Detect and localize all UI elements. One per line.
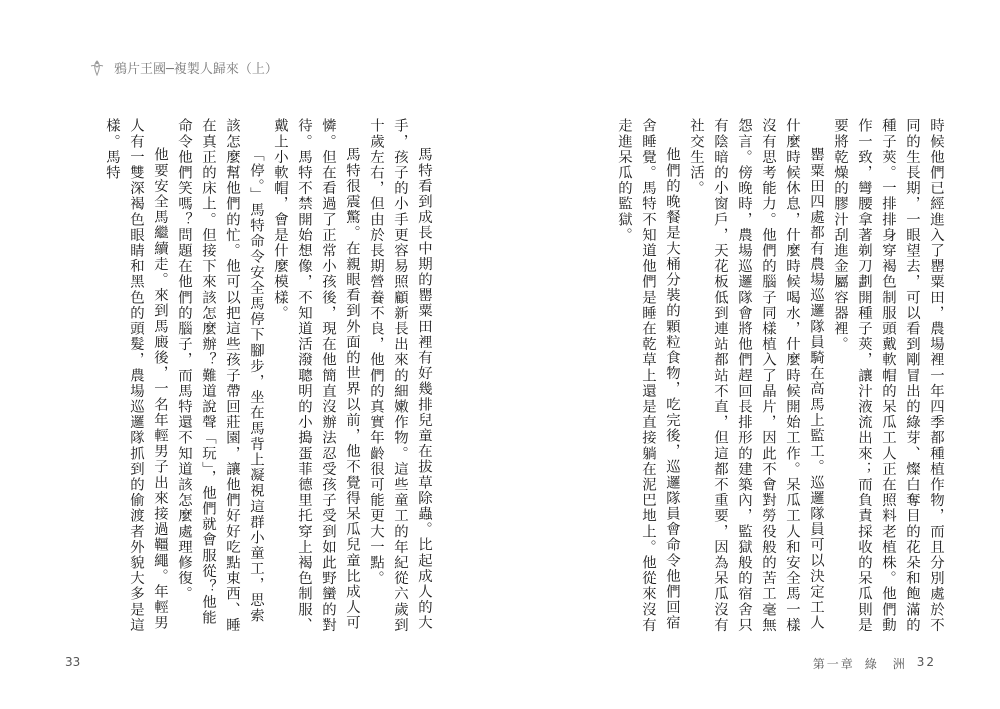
chapter-label: 第一章: [812, 657, 855, 671]
book-title: 鴉片王國─複製人歸來（上）: [114, 62, 278, 77]
paragraph: 「停。」馬特命令安全馬停下腳步，坐在馬背上凝視這群小童工，思索該怎麼幫他們的忙。他可以把這些孩子帶回莊園，讓他們好好吃點東西、睡在真正的床上。但接下來該怎麼辦？難道說聲「玩」，他們就會服從？他能命令他們笑嗎？問題在他們的腦子，而馬特還不知道該怎麼處理修復。: [176, 118, 264, 633]
running-head: [88, 58, 278, 77]
paragraph: 馬特看到成長中期的罌粟田裡有好幾排兒童在拔草除蟲。比起成人的大手，孩子的小手更容易照顧新長出來的細嫩作物。這些童工的年紀從六歲到十歲左右，但由於長期營養不良，他們的真實年齡很可能更大一點。: [368, 118, 432, 633]
paragraph: 他要安全馬繼續走。來到馬廄後，一名年輕男子出來接過韁繩。年輕男人有一雙深褐色眼睛和黑色的頭髮，農場巡邏隊抓到的偷渡者外貌大多是這樣。馬特: [104, 118, 168, 633]
chapter-title: 綠 洲: [864, 657, 907, 671]
page-number-left: 33: [65, 655, 81, 669]
left-page-text: [68, 118, 436, 638]
page-number-right: 32: [916, 655, 936, 669]
paragraph: 時候他們已經進入了罌粟田，農場裡一年四季都種植作物，而且分別處於不同的生長期，一眼望去，可以看到剛冒出的綠芽、燦白奪目的花朵和飽滿的種子莢。一排排身穿褐色制服頭戴軟帽的呆瓜工人正在照料老植株。他們動作一致，彎腰拿著剃刀劃開種子莢，讓汁液流出來；而負責採收的呆瓜則是要將乾燥的膠汁刮進金屬容器裡。: [832, 118, 944, 633]
footer-right: [813, 655, 936, 672]
dragonfly-logo-icon: [88, 59, 106, 77]
paragraph: 罌粟田四處都有農場巡邏隊員騎在高馬上監工。巡邏隊員可以決定工人什麼時候休息，什麼時候喝水，什麼時候開始工作。呆瓜工人和安全馬一樣沒有思考能力。他們的腦子同樣植入了晶片，因此不會對勞役般的苦工毫無怨言。傍晚時，農場巡邏隊會將他們趕回長排形的建築內，監獄般的宿舍只有陰暗的小窗戶，天花板低到連站都站不直，但這都不重要，因為呆瓜沒有社交生活。: [688, 118, 824, 633]
paragraph: 他們的晚餐是大桶分裝的顆粒食物，吃完後，巡邏隊員會命令他們回宿舍睡覺。馬特不知道他們是睡在乾草上還是直接躺在泥巴地上。他從來沒有走進呆瓜的監獄。: [616, 118, 680, 633]
right-page-text: [566, 118, 948, 638]
paragraph: 馬特很震驚。在親眼看到外面的世界以前，他不覺得呆瓜兒童比成人可憐。但在看過了正常小孩後，現在他簡直沒辦法忍受孩子受到如此野蠻的對待。馬特不禁開始想像，不知道活潑聰明的小搗蛋菲德里托穿上褐色制服、戴上小軟帽，會是什麼模樣。: [272, 118, 360, 633]
